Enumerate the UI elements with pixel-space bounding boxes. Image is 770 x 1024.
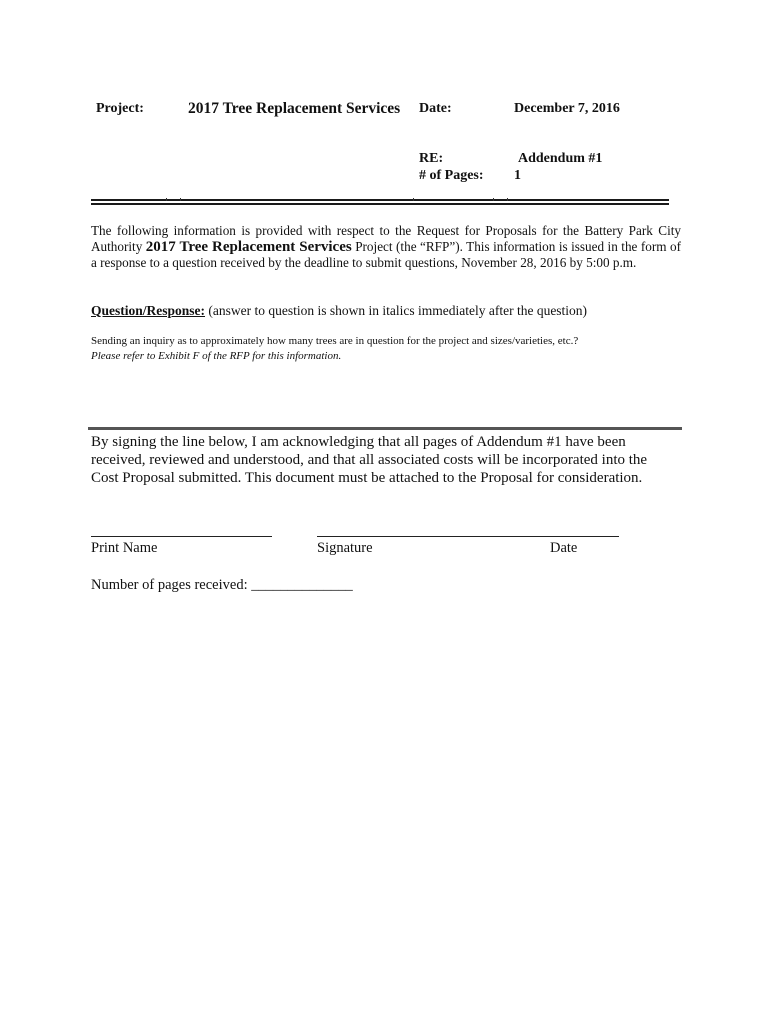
- date-value: December 7, 2016: [514, 101, 620, 116]
- date-label: Date:: [419, 101, 452, 116]
- signature-label: Signature: [317, 540, 373, 556]
- section-divider: [88, 427, 682, 430]
- qa-heading: Question/Response:: [91, 303, 206, 318]
- pages-received-label: Number of pages received: ______________: [91, 577, 353, 593]
- rule-tick: [180, 198, 181, 201]
- project-label: Project:: [96, 101, 144, 116]
- qa-question: Sending an inquiry as to approximately how many trees are in question for the project and sizes/varieties, etc.?: [91, 335, 579, 347]
- re-value: Addendum #1: [518, 151, 603, 166]
- re-label: RE:: [419, 151, 444, 166]
- intro-part2: Project (the “RFP”). This information is issued in the form of a response to a question received by the deadline to submit questions, November 28, 2016 by 5:00 p.m.: [91, 239, 682, 270]
- qa-heading-line: [91, 303, 587, 319]
- acknowledgement-text: By signing the line below, I am acknowledging that all pages of Addendum #1 have been received, reviewed and understood, and that all associated costs will be incorporated into the Cost Proposal submitted. This document must be attached to the Proposal for consideration.: [91, 434, 648, 486]
- intro-paragraph: [91, 223, 681, 271]
- pages-label: # of Pages:: [419, 168, 484, 183]
- intro-part1: The following information is provided with respect to the Request for Proposals for the Battery Park City Authority: [91, 223, 681, 254]
- date-field-label: Date: [550, 540, 578, 556]
- intro-project-name: 2017 Tree Replacement Services: [145, 239, 352, 255]
- project-value: 2017 Tree Replacement Services: [188, 100, 401, 117]
- qa-heading-note: (answer to question is shown in italics immediately after the question): [205, 303, 588, 318]
- rule-tick: [507, 198, 508, 201]
- print-name-label: Print Name: [91, 540, 158, 556]
- header-rule-top: [91, 199, 669, 201]
- print-name-line[interactable]: [91, 536, 272, 537]
- rule-tick: [166, 198, 167, 201]
- pages-value: 1: [514, 168, 521, 183]
- header-rule-bottom: [91, 203, 669, 205]
- rule-tick: [493, 198, 494, 201]
- rule-tick: [413, 198, 414, 201]
- qa-answer: Please refer to Exhibit F of the RFP for this information.: [91, 350, 342, 362]
- signature-line[interactable]: [317, 536, 619, 537]
